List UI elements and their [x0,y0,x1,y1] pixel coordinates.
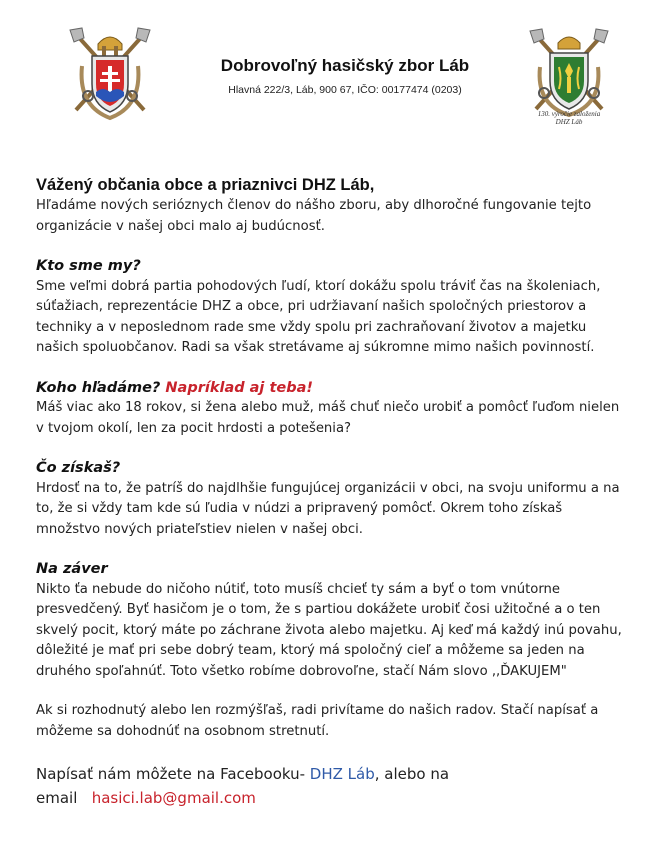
contact-line-2 [36,786,626,810]
section-gain [36,458,626,540]
section-gain-heading: Čo získaš? [36,460,121,476]
section-looking-heading-highlight: Napríklad aj teba! [165,379,313,396]
letterhead [0,0,648,150]
section-conclusion-heading: Na záver [36,561,108,577]
contact-prefix: Napísať nám môžete na Facebooku- [36,765,306,783]
contact-middle: , alebo na [374,765,450,783]
section-conclusion [36,559,626,682]
organization-name: Dobrovoľný hasičský zbor Láb [220,56,470,75]
facebook-link[interactable]: DHZ Láb [309,765,375,783]
section-looking-heading-text: Koho hľadáme? [36,379,161,396]
organization-address: Hlavná 222/3, Láb, 900 67, IČO: 00177474 (0203) [228,84,462,96]
section-who-heading: Kto sme my? [36,258,141,274]
section-looking [36,378,626,440]
contact-line-1 [36,762,626,786]
anniversary-line-1: 130. výročie založenia [537,110,601,118]
section-who [36,256,626,359]
anniversary-line-2: DHZ Láb [555,118,583,126]
section-who-text: Sme veľmi dobrá partia pohodových ľudí, ktorí dokážu spolu tráviť čas na školeniach, súťažiach, reprezentácie DHZ a obce, pri udržiavaní našich spoločných priestorov a techniky a v neposlednom rade sme vždy spolu pri zachraňovaní životov a majetku našich spoluobčanov. Radi sa však stretávame aj súkromne mimo našich povinností. [36,278,601,355]
section-looking-heading [36,378,626,399]
section-invite [36,701,626,742]
section-conclusion-text: Nikto ťa nebude do ničoho nútiť, toto musíš chcieť ty sám a byť o tom vnútorne presvedčený. Byť hasičom je o tom, že s partiou dokážete urobiť čosi užitočné a o ten skvelý pocit, ktorý máte po záchrane života alebo majetku. Aj keď má každý inú povahu, dôležité je mať pri sebe dobrý team, ktorý má spoločný cieľ a môžeme sa jeden na druhého spoľahnúť. Toto všetko robíme dobrovoľne, stačí Nám slovo ,,ĎAKUJEM" [36,581,622,679]
email-label: email [36,789,78,807]
greeting: Vážený občania obce a priaznivci DHZ Láb, [36,176,375,194]
slovak-fire-brigade-emblem [68,26,152,124]
letter-body [36,174,626,810]
anniversary-caption [526,110,612,126]
section-gain-text: Hrdosť na to, že patríš do najdlhšie fungujúcej organizácii v obci, na svoju uniformu a na to, že si vždy tam kde sú ľudia v núdzi a pripravený pomôcť. Okrem toho získaš množstvo nových priateľstiev nielen v našej obci. [36,480,620,537]
intro-paragraph: Hľadáme nových serióznych členov do nášho zboru, aby dlhoročné fungovanie tejto organizácie v našej obci malo aj budúcnosť. [36,198,592,234]
email-link[interactable]: hasici.lab@gmail.com [91,789,256,807]
section-looking-text: Máš viac ako 18 rokov, si žena alebo muž, máš chuť niečo urobiť a pomôcť ľuďom nielen v tvojom okolí, len za pocit hrdosti a potešenia? [36,400,620,436]
contact-block [36,762,626,810]
invite-text: Ak si rozhodnutý alebo len rozmýšľaš, radi privítame do našich radov. Stačí napísať a môžeme sa dohodnúť na osobnom stretnutí. [36,703,599,739]
